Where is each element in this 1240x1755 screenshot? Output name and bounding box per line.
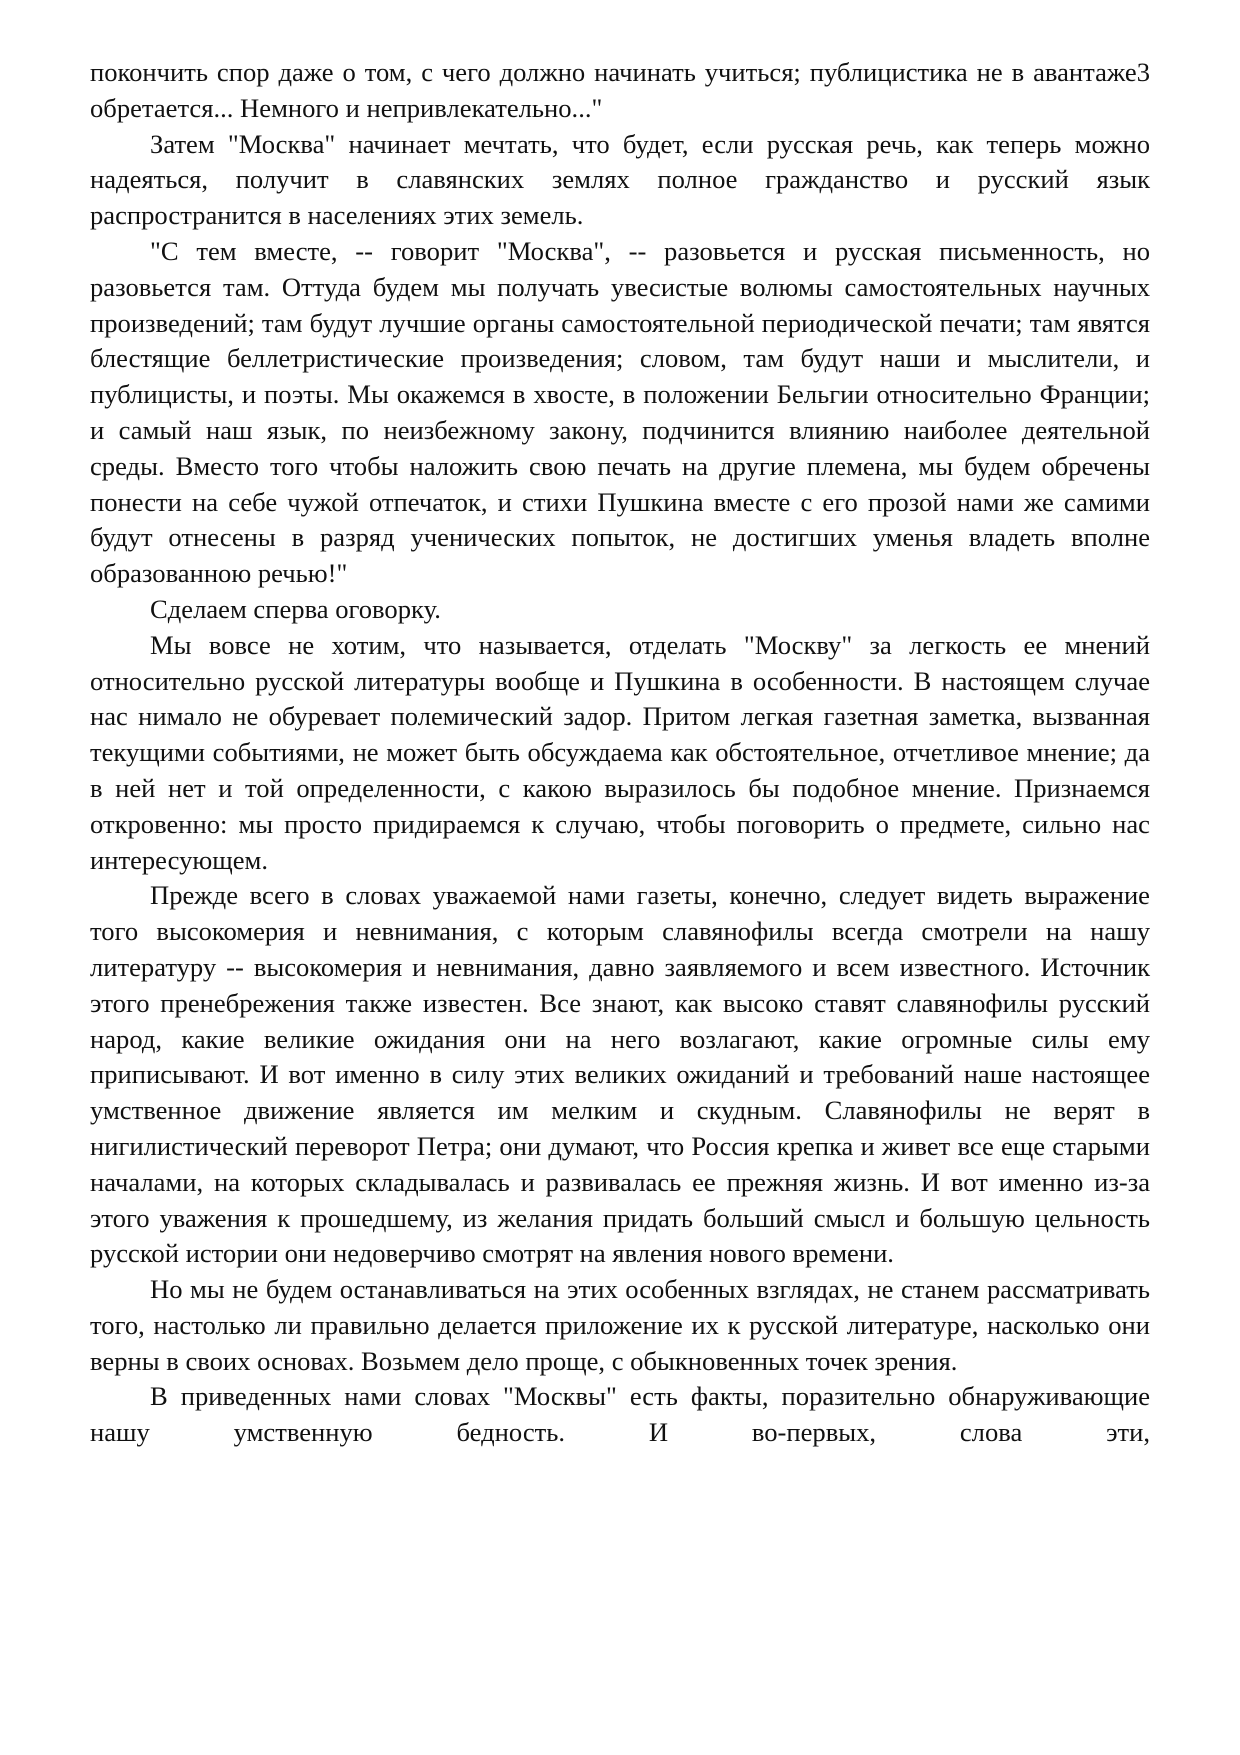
paragraph-continues: В приведенных нами словах "Москвы" есть факты, поразительно обнаруживающие нашу умственную бедность. И во-первых, слова эти,: [90, 1381, 1150, 1448]
paragraph-continuation: покончить спор даже о том, с чего должно начинать учиться; публицистика не в авантаже3 обретается... Немного и непривлекательно...": [90, 57, 1150, 123]
paragraph: Затем "Москва" начинает мечтать, что будет, если русская речь, как теперь можно надеяться, получит в славянских землях полное гражданство и русский язык распространится в населениях этих земель.: [90, 128, 1150, 231]
paragraph: Но мы не будем останавливаться на этих особенных взглядах, не станем рассматривать того, настолько ли правильно делается приложение их к русской литературе, насколько они верны в своих основах. Возьмем дело проще, с обыкновенных точек зрения.: [90, 1274, 1150, 1376]
document-page: [90, 55, 1150, 1451]
paragraph: Сделаем сперва оговорку.: [150, 593, 441, 624]
paragraph: Мы вовсе не хотим, что называется, отделать "Москву" за легкость ее мнений относительно русской литературы вообще и Пушкина в особенности. В настоящем случае нас нимало не обуревает полемический задор. Притом легкая газетная заметка, вызванная текущими событиями, не может быть обсуждаема как обстоятельное, отчетливое мнение; да в ней нет и той определенности, с какою выразилось бы подобное мнение. Признаемся откровенно: мы просто придираемся к случаю, чтобы поговорить о предмете, сильно нас интересующем.: [90, 629, 1150, 875]
paragraph: Прежде всего в словах уважаемой нами газеты, конечно, следует видеть выражение того высокомерия и невнимания, с которым славянофилы всегда смотрели на нашу литературу -- высокомерия и невнимания, давно заявляемого и всем известного. Источник этого пренебрежения также известен. Все знают, как высоко ставят славянофилы русский народ, какие великие ожидания они на него возлагают, какие огромные силы ему приписывают. И вот именно в силу этих великих ожиданий и требований наше настоящее умственное движение является им мелким и скудным. Славянофилы не верят в нигилистический переворот Петра; они думают, что Россия крепка и живет все еще старыми началами, на которых складывалась и развивалась ее прежняя жизнь. И вот именно из-за этого уважения к прошедшему, из желания придать больший смысл и большую цельность русской истории они недоверчиво смотрят на явления нового времени.: [90, 880, 1150, 1269]
paragraph-quote: "С тем вместе, -- говорит "Москва", -- разовьется и русская письменность, но разовьется там. Оттуда будем мы получать увесистые волюмы самостоятельных научных произведений; там будут лучшие органы самостоятельной периодической печати; там явятся блестящие беллетристические произведения; словом, там будут наши и мыслители, и публицисты, и поэты. Мы окажемся в хвосте, в положении Бельгии относительно Франции; и самый наш язык, по неизбежному закону, подчинится влиянию наиболее деятельной среды. Вместо того чтобы наложить свою печать на другие племена, мы будем обречены понести на себе чужой отпечаток, и стихи Пушкина вместе с его прозой нами же самими будут отнесены в разряд ученических попыток, не достигших уменья владеть вполне образованною речью!": [90, 235, 1150, 589]
